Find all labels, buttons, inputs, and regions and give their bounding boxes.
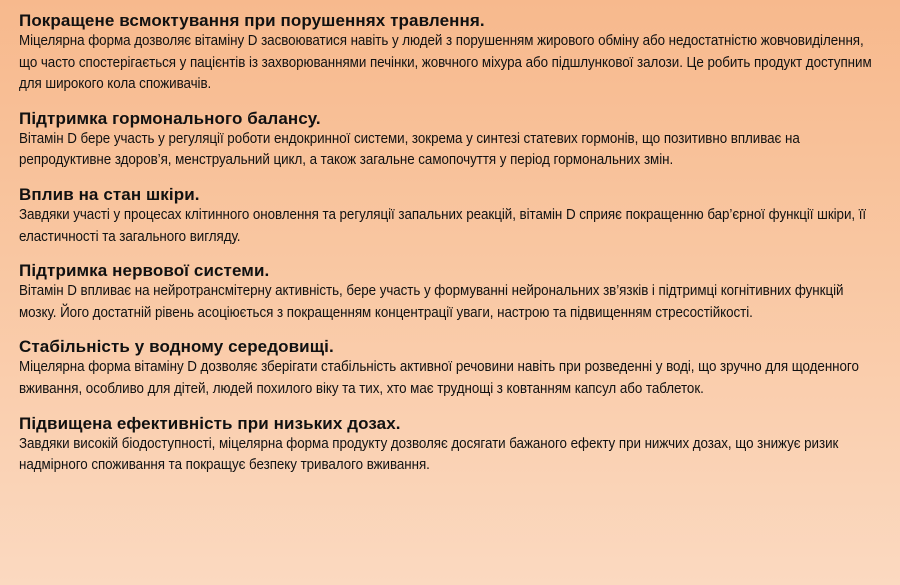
benefit-section	[19, 184, 882, 248]
benefit-description: Міцелярна форма дозволяє вітаміну D засвоюватися навіть у людей з порушенням жирового обміну або недостатністю жовчовиділення, що часто спостерігається у пацієнтів із захворюваннями печінки, жовчного міхура або підшлункової залози. Це робить продукт доступним для широкого кола споживачів.	[19, 33, 872, 93]
benefit-description: Вітамін D впливає на нейротрансмітерну активність, бере участь у формуванні нейрональних зв’язків і підтримці когнітивних функцій мозку. Його достатній рівень асоціюється з покращенням концентрації уваги, настрою та підвищенням стресостійкості.	[19, 283, 844, 321]
benefit-description: Завдяки високій біодоступності, міцелярна форма продукту дозволяє досягати бажаного ефекту при нижчих дозах, що знижує ризик надмірного споживання та покращує безпеку тривалого вживання.	[19, 435, 839, 474]
benefit-title: Стабільність у водному середовищі.	[19, 337, 334, 357]
benefit-title: Підтримка гормонального балансу.	[19, 108, 321, 128]
benefit-section	[19, 260, 882, 324]
benefit-section	[19, 108, 882, 172]
benefit-title: Підвищена ефективність при низьких дозах.	[19, 413, 401, 433]
benefit-title: Покращене всмоктування при порушеннях травлення.	[19, 11, 485, 30]
benefit-title: Підтримка нервової системи.	[19, 261, 270, 281]
benefit-section	[19, 10, 882, 96]
benefit-section	[19, 336, 882, 400]
benefit-title: Вплив на стан шкіри.	[19, 184, 200, 204]
benefit-description: Завдяки участі у процесах клітинного оновлення та регуляції запальних реакцій, вітамін D сприяє покращенню бар’єрної функції шкіри, її еластичності та загального вигляду.	[19, 206, 867, 245]
benefit-description: Міцелярна форма вітаміну D дозволяє зберігати стабільність активної речовини навіть при розведенні у воді, що зручно для щоденного вживання, особливо для дітей, людей похилого віку та тих, хто має труднощі з ковтанням капсул або таблеток.	[19, 359, 859, 397]
benefit-description: Вітамін D бере участь у регуляції роботи ендокринної системи, зокрема у синтезі статевих гормонів, що позитивно впливає на репродуктивне здоров’я, менструальний цикл, а також загальне самопочуття у період гормональних змін.	[19, 130, 800, 169]
benefit-section	[19, 413, 882, 477]
